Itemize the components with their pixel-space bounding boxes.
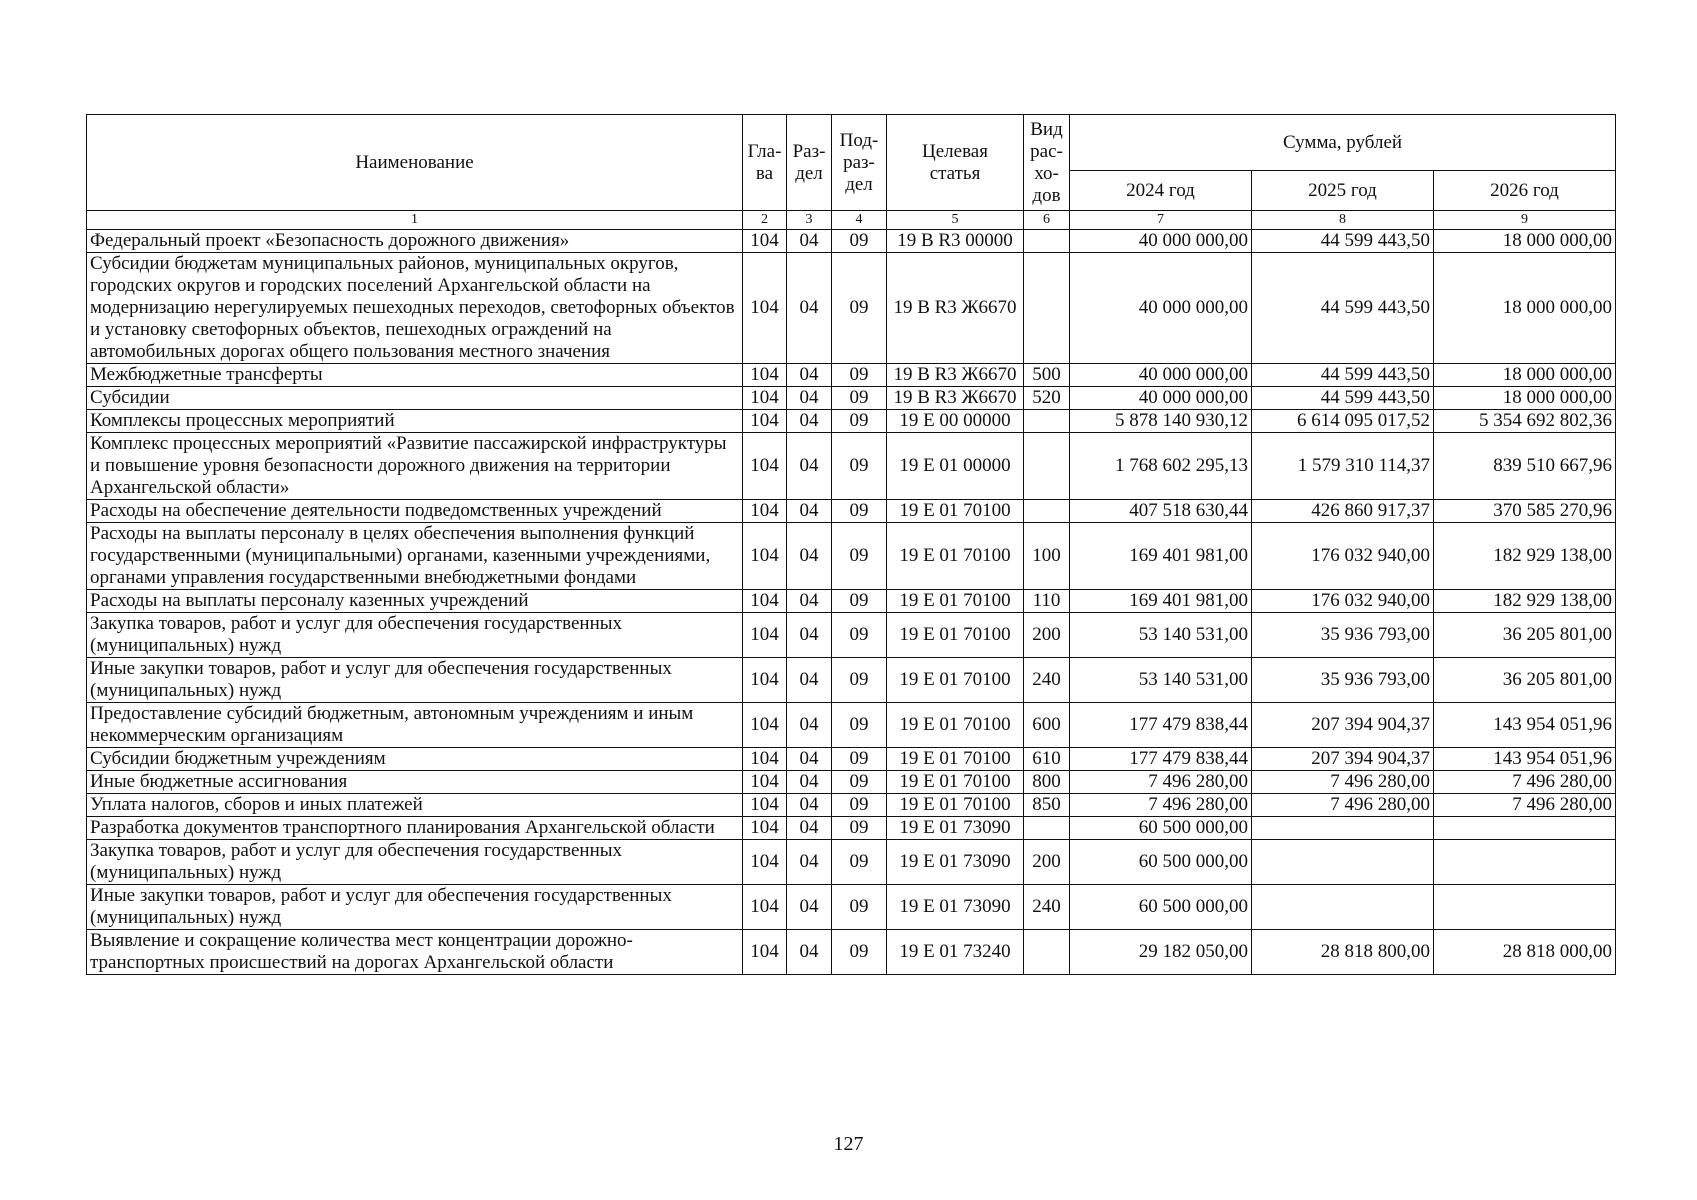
- row-vid-rashodov: 500: [1024, 364, 1070, 387]
- column-number: 1: [87, 211, 743, 230]
- column-number: 2: [743, 211, 787, 230]
- table-row: [87, 364, 1616, 387]
- row-razdel: 04: [787, 930, 832, 975]
- row-sum-2026: 36 205 801,00: [1434, 613, 1616, 658]
- row-vid-rashodov: 200: [1024, 613, 1070, 658]
- row-glava: 104: [743, 387, 787, 410]
- row-sum-2024: 177 479 838,44: [1070, 748, 1252, 771]
- row-podrazdel: 09: [832, 387, 887, 410]
- row-sum-2024: 169 401 981,00: [1070, 523, 1252, 590]
- row-celevaya-statya: 19 Е 01 73090: [887, 817, 1024, 840]
- row-name: Расходы на обеспечение деятельности подведомственных учреждений: [87, 500, 743, 523]
- row-glava: 104: [743, 703, 787, 748]
- row-podrazdel: 09: [832, 771, 887, 794]
- row-podrazdel: 09: [832, 230, 887, 253]
- row-sum-2026: 182 929 138,00: [1434, 590, 1616, 613]
- row-sum-2025: 44 599 443,50: [1252, 230, 1434, 253]
- table-row: [87, 433, 1616, 500]
- table-row: [87, 590, 1616, 613]
- row-name: Федеральный проект «Безопасность дорожного движения»: [87, 230, 743, 253]
- row-name: Иные бюджетные ассигнования: [87, 771, 743, 794]
- row-sum-2025: 44 599 443,50: [1252, 387, 1434, 410]
- row-sum-2026: 182 929 138,00: [1434, 523, 1616, 590]
- row-sum-2024: 7 496 280,00: [1070, 771, 1252, 794]
- row-vid-rashodov: [1024, 230, 1070, 253]
- row-sum-2025: 1 579 310 114,37: [1252, 433, 1434, 500]
- row-sum-2026: 143 954 051,96: [1434, 748, 1616, 771]
- row-sum-2024: 60 500 000,00: [1070, 840, 1252, 885]
- header-podrazdel: Под- раз- дел: [832, 115, 887, 211]
- row-name: Субсидии: [87, 387, 743, 410]
- row-glava: 104: [743, 410, 787, 433]
- row-razdel: 04: [787, 840, 832, 885]
- row-sum-2024: 40 000 000,00: [1070, 230, 1252, 253]
- row-glava: 104: [743, 885, 787, 930]
- row-sum-2024: 1 768 602 295,13: [1070, 433, 1252, 500]
- row-podrazdel: 09: [832, 930, 887, 975]
- row-podrazdel: 09: [832, 410, 887, 433]
- row-glava: 104: [743, 930, 787, 975]
- row-razdel: 04: [787, 230, 832, 253]
- row-celevaya-statya: 19 Е 00 00000: [887, 410, 1024, 433]
- row-sum-2025: 28 818 800,00: [1252, 930, 1434, 975]
- row-celevaya-statya: 19 Е 01 70100: [887, 590, 1024, 613]
- row-name: Выявление и сокращение количества мест концентрации дорожно-транспортных происшествий на дорогах Архангельской области: [87, 930, 743, 975]
- header-year-2024: 2024 год: [1070, 171, 1252, 211]
- row-razdel: 04: [787, 748, 832, 771]
- row-celevaya-statya: 19 В R3 Ж6670: [887, 253, 1024, 364]
- row-sum-2025: 207 394 904,37: [1252, 703, 1434, 748]
- row-glava: 104: [743, 230, 787, 253]
- row-vid-rashodov: 800: [1024, 771, 1070, 794]
- row-razdel: 04: [787, 364, 832, 387]
- row-name: Субсидии бюджетам муниципальных районов, муниципальных округов, городских округов и городских поселений Архангельской области на модернизацию нерегулируемых пешеходных переходов, светофорных объектов и установку светофорных объектов, пешеходных ограждений на автомобильных дорогах общего пользования местного значения: [87, 253, 743, 364]
- row-podrazdel: 09: [832, 433, 887, 500]
- header-summa: Сумма, рублей: [1070, 115, 1616, 171]
- row-sum-2024: 177 479 838,44: [1070, 703, 1252, 748]
- table-row: [87, 840, 1616, 885]
- row-celevaya-statya: 19 Е 01 70100: [887, 523, 1024, 590]
- row-vid-rashodov: 200: [1024, 840, 1070, 885]
- row-sum-2026: 7 496 280,00: [1434, 771, 1616, 794]
- row-sum-2024: 60 500 000,00: [1070, 885, 1252, 930]
- row-glava: 104: [743, 364, 787, 387]
- column-number: 7: [1070, 211, 1252, 230]
- column-number: 8: [1252, 211, 1434, 230]
- table-row: [87, 230, 1616, 253]
- table-row: [87, 885, 1616, 930]
- row-sum-2025: 207 394 904,37: [1252, 748, 1434, 771]
- row-sum-2026: [1434, 885, 1616, 930]
- table-row: [87, 817, 1616, 840]
- row-sum-2026: 18 000 000,00: [1434, 230, 1616, 253]
- row-sum-2025: [1252, 817, 1434, 840]
- row-vid-rashodov: 240: [1024, 658, 1070, 703]
- column-number: 5: [887, 211, 1024, 230]
- row-vid-rashodov: 600: [1024, 703, 1070, 748]
- column-number: 6: [1024, 211, 1070, 230]
- table-row: [87, 930, 1616, 975]
- row-sum-2025: 44 599 443,50: [1252, 364, 1434, 387]
- header-celevaya: Целевая статья: [887, 115, 1024, 211]
- row-vid-rashodov: 100: [1024, 523, 1070, 590]
- row-celevaya-statya: 19 В R3 00000: [887, 230, 1024, 253]
- row-sum-2026: 18 000 000,00: [1434, 364, 1616, 387]
- row-sum-2026: 18 000 000,00: [1434, 387, 1616, 410]
- table-row: [87, 387, 1616, 410]
- row-sum-2025: 176 032 940,00: [1252, 590, 1434, 613]
- row-razdel: 04: [787, 433, 832, 500]
- row-sum-2024: 40 000 000,00: [1070, 387, 1252, 410]
- row-vid-rashodov: [1024, 930, 1070, 975]
- row-sum-2025: 426 860 917,37: [1252, 500, 1434, 523]
- row-podrazdel: 09: [832, 840, 887, 885]
- row-vid-rashodov: [1024, 253, 1070, 364]
- row-celevaya-statya: 19 Е 01 70100: [887, 771, 1024, 794]
- row-glava: 104: [743, 590, 787, 613]
- row-razdel: 04: [787, 410, 832, 433]
- row-podrazdel: 09: [832, 253, 887, 364]
- row-sum-2026: [1434, 840, 1616, 885]
- row-sum-2024: 29 182 050,00: [1070, 930, 1252, 975]
- row-podrazdel: 09: [832, 364, 887, 387]
- row-celevaya-statya: 19 В R3 Ж6670: [887, 387, 1024, 410]
- row-razdel: 04: [787, 794, 832, 817]
- row-razdel: 04: [787, 523, 832, 590]
- row-sum-2025: 35 936 793,00: [1252, 613, 1434, 658]
- row-vid-rashodov: [1024, 433, 1070, 500]
- table-header: [87, 115, 1616, 230]
- row-razdel: 04: [787, 817, 832, 840]
- row-razdel: 04: [787, 885, 832, 930]
- row-podrazdel: 09: [832, 885, 887, 930]
- row-vid-rashodov: 520: [1024, 387, 1070, 410]
- row-sum-2024: 53 140 531,00: [1070, 658, 1252, 703]
- column-number: 3: [787, 211, 832, 230]
- row-celevaya-statya: 19 Е 01 70100: [887, 703, 1024, 748]
- row-name: Иные закупки товаров, работ и услуг для обеспечения государственных (муниципальных) нужд: [87, 885, 743, 930]
- row-sum-2025: 6 614 095 017,52: [1252, 410, 1434, 433]
- row-celevaya-statya: 19 Е 01 70100: [887, 748, 1024, 771]
- row-name: Уплата налогов, сборов и иных платежей: [87, 794, 743, 817]
- header-year-2026: 2026 год: [1434, 171, 1616, 211]
- row-name: Закупка товаров, работ и услуг для обеспечения государственных (муниципальных) нужд: [87, 840, 743, 885]
- row-glava: 104: [743, 658, 787, 703]
- row-podrazdel: 09: [832, 590, 887, 613]
- row-podrazdel: 09: [832, 658, 887, 703]
- table-row: [87, 500, 1616, 523]
- table-row: [87, 748, 1616, 771]
- row-sum-2025: 35 936 793,00: [1252, 658, 1434, 703]
- column-number-row: [87, 211, 1616, 230]
- row-glava: 104: [743, 253, 787, 364]
- row-sum-2026: 36 205 801,00: [1434, 658, 1616, 703]
- row-vid-rashodov: 110: [1024, 590, 1070, 613]
- row-sum-2024: 40 000 000,00: [1070, 364, 1252, 387]
- row-glava: 104: [743, 433, 787, 500]
- budget-table: [86, 114, 1616, 975]
- row-name: Комплексы процессных мероприятий: [87, 410, 743, 433]
- row-glava: 104: [743, 771, 787, 794]
- row-name: Разработка документов транспортного планирования Архангельской области: [87, 817, 743, 840]
- row-celevaya-statya: 19 Е 01 70100: [887, 500, 1024, 523]
- row-vid-rashodov: 850: [1024, 794, 1070, 817]
- row-sum-2026: 5 354 692 802,36: [1434, 410, 1616, 433]
- row-sum-2025: 176 032 940,00: [1252, 523, 1434, 590]
- table-row: [87, 771, 1616, 794]
- header-razdel: Раз- дел: [787, 115, 832, 211]
- row-sum-2024: 169 401 981,00: [1070, 590, 1252, 613]
- row-name: Иные закупки товаров, работ и услуг для обеспечения государственных (муниципальных) нужд: [87, 658, 743, 703]
- row-sum-2026: 7 496 280,00: [1434, 794, 1616, 817]
- row-sum-2026: 370 585 270,96: [1434, 500, 1616, 523]
- header-year-2025: 2025 год: [1252, 171, 1434, 211]
- row-glava: 104: [743, 840, 787, 885]
- row-sum-2024: 60 500 000,00: [1070, 817, 1252, 840]
- row-podrazdel: 09: [832, 703, 887, 748]
- row-vid-rashodov: [1024, 817, 1070, 840]
- row-razdel: 04: [787, 387, 832, 410]
- row-glava: 104: [743, 817, 787, 840]
- row-sum-2025: 44 599 443,50: [1252, 253, 1434, 364]
- table-row: [87, 410, 1616, 433]
- row-vid-rashodov: 610: [1024, 748, 1070, 771]
- row-podrazdel: 09: [832, 794, 887, 817]
- table-body: [87, 230, 1616, 975]
- table-row: [87, 658, 1616, 703]
- row-glava: 104: [743, 500, 787, 523]
- header-name: Наименование: [87, 115, 743, 211]
- row-sum-2026: 839 510 667,96: [1434, 433, 1616, 500]
- row-celevaya-statya: 19 Е 01 73090: [887, 885, 1024, 930]
- row-glava: 104: [743, 794, 787, 817]
- row-celevaya-statya: 19 Е 01 70100: [887, 613, 1024, 658]
- row-sum-2025: [1252, 885, 1434, 930]
- row-sum-2024: 5 878 140 930,12: [1070, 410, 1252, 433]
- row-sum-2026: 28 818 000,00: [1434, 930, 1616, 975]
- row-glava: 104: [743, 523, 787, 590]
- row-sum-2024: 40 000 000,00: [1070, 253, 1252, 364]
- row-razdel: 04: [787, 613, 832, 658]
- row-podrazdel: 09: [832, 500, 887, 523]
- row-podrazdel: 09: [832, 817, 887, 840]
- table-row: [87, 613, 1616, 658]
- row-razdel: 04: [787, 253, 832, 364]
- row-name: Комплекс процессных мероприятий «Развитие пассажирской инфраструктуры и повышение уровня безопасности дорожного движения на территории Архангельской области»: [87, 433, 743, 500]
- row-celevaya-statya: 19 Е 01 00000: [887, 433, 1024, 500]
- row-podrazdel: 09: [832, 748, 887, 771]
- column-number: 4: [832, 211, 887, 230]
- row-sum-2025: [1252, 840, 1434, 885]
- row-celevaya-statya: 19 Е 01 73090: [887, 840, 1024, 885]
- row-sum-2025: 7 496 280,00: [1252, 771, 1434, 794]
- row-sum-2026: 143 954 051,96: [1434, 703, 1616, 748]
- row-vid-rashodov: [1024, 500, 1070, 523]
- row-podrazdel: 09: [832, 523, 887, 590]
- row-razdel: 04: [787, 658, 832, 703]
- table-row: [87, 794, 1616, 817]
- row-sum-2024: 407 518 630,44: [1070, 500, 1252, 523]
- row-celevaya-statya: 19 Е 01 73240: [887, 930, 1024, 975]
- row-vid-rashodov: 240: [1024, 885, 1070, 930]
- row-sum-2025: 7 496 280,00: [1252, 794, 1434, 817]
- column-number: 9: [1434, 211, 1616, 230]
- row-sum-2024: 7 496 280,00: [1070, 794, 1252, 817]
- table-row: [87, 523, 1616, 590]
- row-name: Субсидии бюджетным учреждениям: [87, 748, 743, 771]
- row-razdel: 04: [787, 703, 832, 748]
- row-name: Расходы на выплаты персоналу казенных учреждений: [87, 590, 743, 613]
- row-sum-2026: [1434, 817, 1616, 840]
- row-razdel: 04: [787, 500, 832, 523]
- table-row: [87, 253, 1616, 364]
- row-razdel: 04: [787, 771, 832, 794]
- row-name: Межбюджетные трансферты: [87, 364, 743, 387]
- page-number: 127: [833, 1133, 864, 1155]
- row-vid-rashodov: [1024, 410, 1070, 433]
- table-row: [87, 703, 1616, 748]
- row-sum-2026: 18 000 000,00: [1434, 253, 1616, 364]
- row-glava: 104: [743, 748, 787, 771]
- row-celevaya-statya: 19 Е 01 70100: [887, 794, 1024, 817]
- header-glava: Гла- ва: [743, 115, 787, 211]
- row-sum-2024: 53 140 531,00: [1070, 613, 1252, 658]
- row-name: Предоставление субсидий бюджетным, автономным учреждениям и иным некоммерческим организациям: [87, 703, 743, 748]
- row-celevaya-statya: 19 Е 01 70100: [887, 658, 1024, 703]
- row-glava: 104: [743, 613, 787, 658]
- header-vid: Вид рас- хо- дов: [1024, 115, 1070, 211]
- row-celevaya-statya: 19 В R3 Ж6670: [887, 364, 1024, 387]
- row-podrazdel: 09: [832, 613, 887, 658]
- row-razdel: 04: [787, 590, 832, 613]
- row-name: Расходы на выплаты персоналу в целях обеспечения выполнения функций государственными (муниципальными) органами, казенными учреждениями, органами управления государственными внебюджетными фондами: [87, 523, 743, 590]
- row-name: Закупка товаров, работ и услуг для обеспечения государственных (муниципальных) нужд: [87, 613, 743, 658]
